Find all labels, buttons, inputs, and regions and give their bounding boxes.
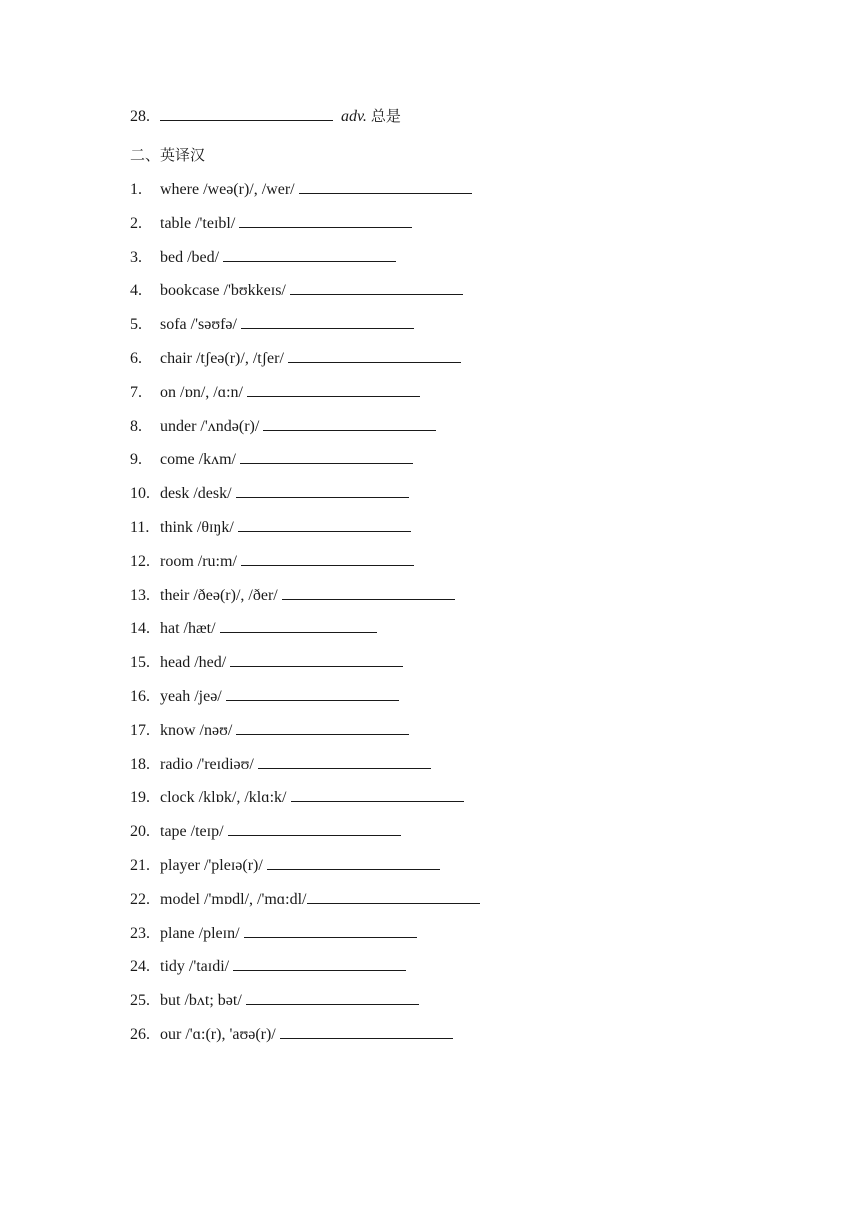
answer-blank[interactable] (233, 956, 406, 971)
item-number: 7. (130, 384, 142, 401)
answer-blank[interactable] (247, 382, 420, 397)
vocab-item (130, 551, 414, 572)
item-number: 22. (130, 891, 150, 908)
vocab-item (130, 720, 409, 741)
vocab-item (130, 416, 436, 437)
item-number: 12. (130, 553, 150, 570)
item-number: 11. (130, 519, 150, 536)
vocab-item (130, 821, 401, 842)
item-number: 14. (130, 620, 150, 637)
answer-blank[interactable] (291, 787, 464, 802)
word-with-phonetic: where /weə(r)/, /wer/ (160, 181, 295, 198)
vocab-item (130, 585, 455, 606)
vocab-item (130, 348, 461, 369)
answer-blank[interactable] (241, 314, 414, 329)
word-with-phonetic: yeah /jeə/ (160, 688, 222, 705)
item-number: 3. (130, 249, 142, 266)
word-with-phonetic: clock /klɒk/, /klɑ:k/ (160, 789, 287, 806)
item-number: 16. (130, 688, 150, 705)
answer-blank[interactable] (226, 686, 399, 701)
word-with-phonetic: under /'ʌndə(r)/ (160, 418, 260, 435)
vocab-item (130, 686, 399, 707)
word-with-phonetic: but /bʌt; bət/ (160, 992, 242, 1009)
word-with-phonetic: desk /desk/ (160, 485, 232, 502)
word-with-phonetic: room /ru:m/ (160, 553, 237, 570)
word-with-phonetic: come /kʌm/ (160, 451, 236, 468)
vocab-item (130, 280, 463, 301)
word-with-phonetic: plane /pleɪn/ (160, 925, 240, 942)
vocab-item (130, 618, 377, 639)
word-with-phonetic: think /θɪŋk/ (160, 519, 234, 536)
item-number: 10. (130, 485, 150, 502)
word-with-phonetic: their /ðeə(r)/, /ðer/ (160, 587, 278, 604)
answer-blank[interactable] (288, 348, 461, 363)
answer-blank[interactable] (280, 1024, 453, 1039)
answer-blank[interactable] (267, 855, 440, 870)
item-number: 21. (130, 857, 150, 874)
vocab-item (130, 382, 420, 403)
item-28 (130, 106, 401, 127)
answer-blank[interactable] (240, 449, 413, 464)
answer-blank[interactable] (238, 517, 411, 532)
word-with-phonetic: player /'pleɪə(r)/ (160, 857, 263, 874)
item-number: 24. (130, 958, 150, 975)
item-number: 1. (130, 181, 142, 198)
answer-blank[interactable] (239, 213, 412, 228)
word-with-phonetic: our /'ɑ:(r), 'aʊə(r)/ (160, 1026, 276, 1043)
item-number: 26. (130, 1026, 150, 1043)
vocab-item (130, 483, 409, 504)
vocab-item (130, 314, 414, 335)
vocab-item (130, 990, 419, 1011)
vocab-item (130, 1024, 453, 1045)
part-of-speech: adv. (341, 108, 367, 125)
item-number: 20. (130, 823, 150, 840)
chinese-meaning: 总是 (370, 107, 401, 125)
word-with-phonetic: table /'teɪbl/ (160, 215, 236, 232)
word-with-phonetic: know /nəʊ/ (160, 722, 233, 739)
answer-blank[interactable] (230, 652, 403, 667)
word-with-phonetic: tidy /'taɪdi/ (160, 958, 230, 975)
item-number: 2. (130, 215, 142, 232)
word-with-phonetic: on /ɒn/, /ɑ:n/ (160, 384, 243, 401)
item-number: 28. (130, 108, 150, 125)
word-with-phonetic: tape /teɪp/ (160, 823, 224, 840)
word-with-phonetic: chair /tʃeə(r)/, /tʃer/ (160, 350, 284, 367)
item-number: 15. (130, 654, 150, 671)
vocab-item (130, 956, 406, 977)
vocab-item (130, 787, 464, 808)
section-title: 二、英译汉 (130, 146, 206, 164)
vocab-item (130, 247, 396, 268)
word-with-phonetic: radio /'reɪdiəʊ/ (160, 756, 254, 773)
word-with-phonetic: hat /hæt/ (160, 620, 216, 637)
vocab-item (130, 923, 417, 944)
vocab-item (130, 652, 403, 673)
word-with-phonetic: bookcase /'bʊkkeɪs/ (160, 282, 286, 299)
answer-blank[interactable] (236, 483, 409, 498)
item-number: 5. (130, 316, 142, 333)
vocab-item (130, 449, 413, 470)
answer-blank[interactable] (307, 889, 480, 904)
vocab-item (130, 213, 412, 234)
item-number: 23. (130, 925, 150, 942)
answer-blank[interactable] (220, 618, 377, 633)
answer-blank[interactable] (282, 585, 455, 600)
answer-blank[interactable] (290, 280, 463, 295)
answer-blank[interactable] (228, 821, 401, 836)
word-with-phonetic: sofa /'səʊfə/ (160, 316, 237, 333)
item-number: 19. (130, 789, 150, 806)
vocab-item (130, 179, 472, 200)
vocab-item (130, 754, 431, 775)
vocab-item (130, 855, 440, 876)
vocab-item (130, 889, 480, 910)
answer-blank[interactable] (258, 754, 431, 769)
item-number: 18. (130, 756, 150, 773)
item-number: 6. (130, 350, 142, 367)
answer-blank[interactable] (246, 990, 419, 1005)
item-number: 9. (130, 451, 142, 468)
item-number: 4. (130, 282, 142, 299)
answer-blank[interactable] (223, 247, 396, 262)
item-number: 25. (130, 992, 150, 1009)
item-number: 17. (130, 722, 150, 739)
word-with-phonetic: bed /bed/ (160, 249, 220, 266)
word-with-phonetic: head /hed/ (160, 654, 227, 671)
answer-blank[interactable] (236, 720, 409, 735)
item-number: 8. (130, 418, 142, 435)
answer-blank[interactable] (299, 179, 472, 194)
answer-blank[interactable] (160, 106, 333, 121)
answer-blank[interactable] (244, 923, 417, 938)
item-number: 13. (130, 587, 150, 604)
answer-blank[interactable] (263, 416, 436, 431)
word-with-phonetic: model /'mɒdl/, /'mɑ:dl/ (160, 891, 307, 908)
vocab-item (130, 517, 411, 538)
answer-blank[interactable] (241, 551, 414, 566)
